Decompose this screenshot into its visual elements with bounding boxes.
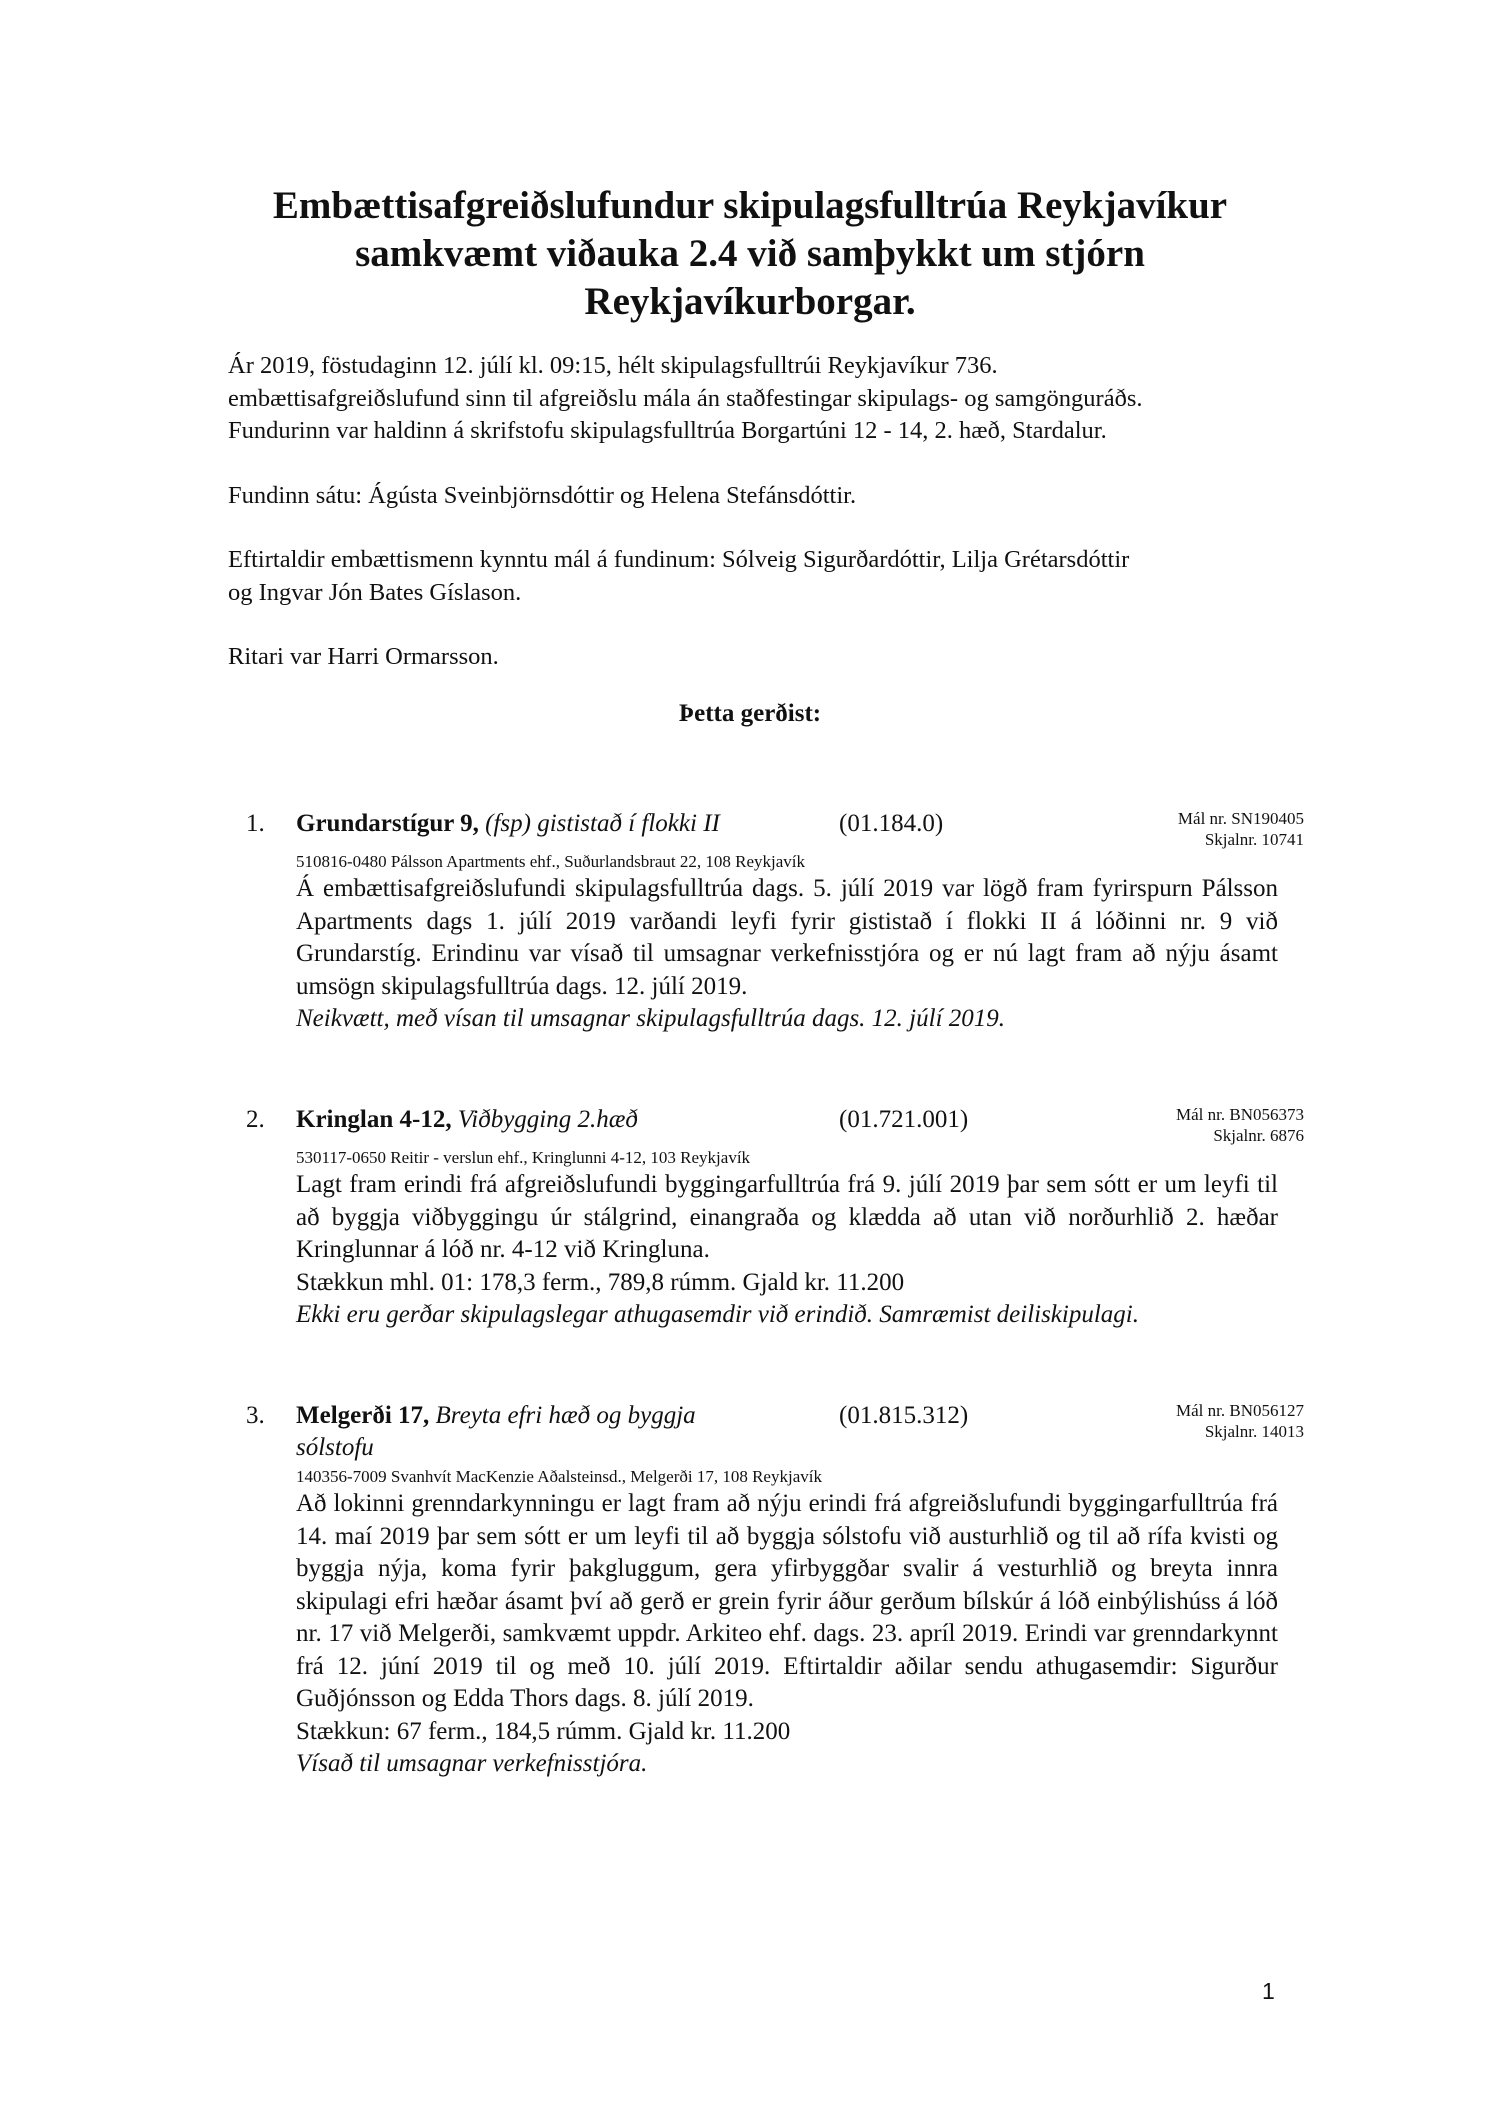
item-extension-details: Stækkun mhl. 01: 178,3 ferm., 789,8 rúmm. Gjald kr. 11.200: [296, 1268, 905, 1296]
section-heading: Þetta gerðist:: [678, 700, 822, 727]
item-document-number: Skjalnr. 14013: [1204, 1422, 1304, 1441]
document-title: [200, 182, 1300, 326]
item-number: 2.: [246, 1106, 265, 1133]
item-body: [296, 1488, 1278, 1781]
item-heading: [296, 1104, 756, 1136]
item-number: 3.: [246, 1402, 265, 1429]
item-references: [1176, 1104, 1304, 1146]
page-number: 1: [1262, 1978, 1275, 2004]
item-number: 1.: [246, 810, 265, 837]
item-heading: [296, 808, 756, 840]
presenters: [228, 544, 1308, 609]
item-document-number: Skjalnr. 10741: [1204, 830, 1304, 849]
item-references: [1178, 808, 1304, 850]
item-verdict: Vísað til umsagnar verkefnisstjóra.: [296, 1750, 648, 1777]
item-document-number: Skjalnr. 6876: [1213, 1126, 1304, 1145]
item-case-number: Mál nr. BN056127: [1176, 1401, 1304, 1420]
item-land-code: (01.815.312): [839, 1402, 969, 1429]
item-extension-details: Stækkun: 67 ferm., 184,5 rúmm. Gjald kr. 11.200: [296, 1717, 791, 1745]
item-case-number: Mál nr. BN056373: [1176, 1105, 1304, 1124]
item-land-code: (01.184.0): [839, 810, 944, 837]
presenters-line-2: og Ingvar Jón Bates Gíslason.: [228, 578, 522, 606]
item-description: Á embættisafgreiðslufundi skipulagsfulltrúa dags. 5. júlí 2019 var lögð fram fyrirspurn Pálsson Apartments dags 1. júlí 2019 varðandi leyfi fyrir gististað í flokki II á lóðinni nr. 9 við Grundarstíg. Erindinu var vísað til umsagnar verkefnisstjóra og er nú lagt fram að nýju ásamt umsögn skipulagsfulltrúa dags. 12. júlí 2019.: [296, 875, 1278, 1000]
item-body: [296, 873, 1278, 1036]
title-line-1: Embættisafgreiðslufundur skipulagsfulltrúa Reykjavíkur: [272, 184, 1228, 227]
item-owner: 140356-7009 Svanhvít MacKenzie Aðalsteinsd., Melgerði 17, 108 Reykjavík: [296, 1467, 822, 1486]
meeting-info: [228, 350, 1308, 448]
meeting-info-line-1: Ár 2019, föstudaginn 12. júlí kl. 09:15, hélt skipulagsfulltrúi Reykjavíkur 736.: [228, 352, 998, 379]
item-references: [1176, 1400, 1304, 1442]
item-address: Melgerði 17,: [296, 1402, 430, 1429]
item-heading: [296, 1400, 756, 1464]
item-address: Kringlan 4-12,: [296, 1106, 452, 1133]
secretary: Ritari var Harri Ormarsson.: [228, 643, 499, 670]
item-description: Að lokinni grenndarkynningu er lagt fram að nýju erindi frá afgreiðslufundi byggingarfulltrúa frá 14. maí 2019 þar sem sótt er um leyfi til að byggja sólstofu við austurhlið og til að rífa kvisti og byggja nýja, koma fyrir þakgluggum, gera yfirbyggðar svalir á vesturhlið og breyta innra skipulagi efri hæðar ásamt því að gerð er grein fyrir áður gerðum bílskúr á lóð einbýlishúss á lóð nr. 17 við Melgerði, samkvæmt uppdr. Arkiteo ehf. dags. 23. apríl 2019. Erindi var grenndarkynnt frá 12. júní 2019 til og með 10. júlí 2019. Eftirtaldir aðilar sendu athugasemdir: Sigurður Guðjónsson og Edda Thors dags. 8. júlí 2019.: [296, 1490, 1278, 1712]
attendees: Fundinn sátu: Ágústa Sveinbjörnsdóttir og Helena Stefánsdóttir.: [228, 481, 857, 509]
title-line-2: samkvæmt viðauka 2.4 við samþykkt um stjórn: [355, 232, 1145, 275]
item-land-code: (01.721.001): [839, 1106, 969, 1133]
item-body: [296, 1169, 1278, 1332]
item-description: Lagt fram erindi frá afgreiðslufundi byggingarfulltrúa frá 9. júlí 2019 þar sem sótt er um leyfi til að byggja viðbyggingu úr stálgrind, einangraða og klædda að utan við norðurhlið 2. hæðar Kringlunnar á lóð nr. 4-12 við Kringluna.: [296, 1171, 1278, 1263]
meeting-info-line-2: embættisafgreiðslufund sinn til afgreiðslu mála án staðfestingar skipulags- og samgönguráðs.: [228, 384, 1143, 412]
meeting-info-line-3: Fundurinn var haldinn á skrifstofu skipulagsfulltrúa Borgartúni 12 - 14, 2. hæð, Stardalur.: [228, 417, 1107, 444]
item-verdict: Ekki eru gerðar skipulagslegar athugasemdir við erindið. Samræmist deiliskipulagi.: [296, 1301, 1139, 1328]
item-verdict: Neikvætt, með vísan til umsagnar skipulagsfulltrúa dags. 12. júlí 2019.: [296, 1005, 1006, 1032]
presenters-line-1: Eftirtaldir embættismenn kynntu mál á fundinum: Sólveig Sigurðardóttir, Lilja Grétarsdóttir: [228, 546, 1130, 573]
title-line-3: Reykjavíkurborgar.: [584, 280, 916, 323]
meeting-intro: [228, 350, 1308, 706]
item-subject: Viðbygging 2.hæð: [457, 1106, 638, 1133]
item-case-number: Mál nr. SN190405: [1177, 809, 1304, 828]
item-subject: Breyta efri hæð og byggja sólstofu: [296, 1402, 696, 1461]
item-subject: (fsp) gististað í flokki II: [485, 810, 720, 837]
item-owner: 510816-0480 Pálsson Apartments ehf., Suðurlandsbraut 22, 108 Reykjavík: [296, 852, 806, 871]
item-owner: 530117-0650 Reitir - verslun ehf., Kringlunni 4-12, 103 Reykjavík: [296, 1148, 751, 1167]
item-address: Grundarstígur 9,: [296, 810, 479, 837]
